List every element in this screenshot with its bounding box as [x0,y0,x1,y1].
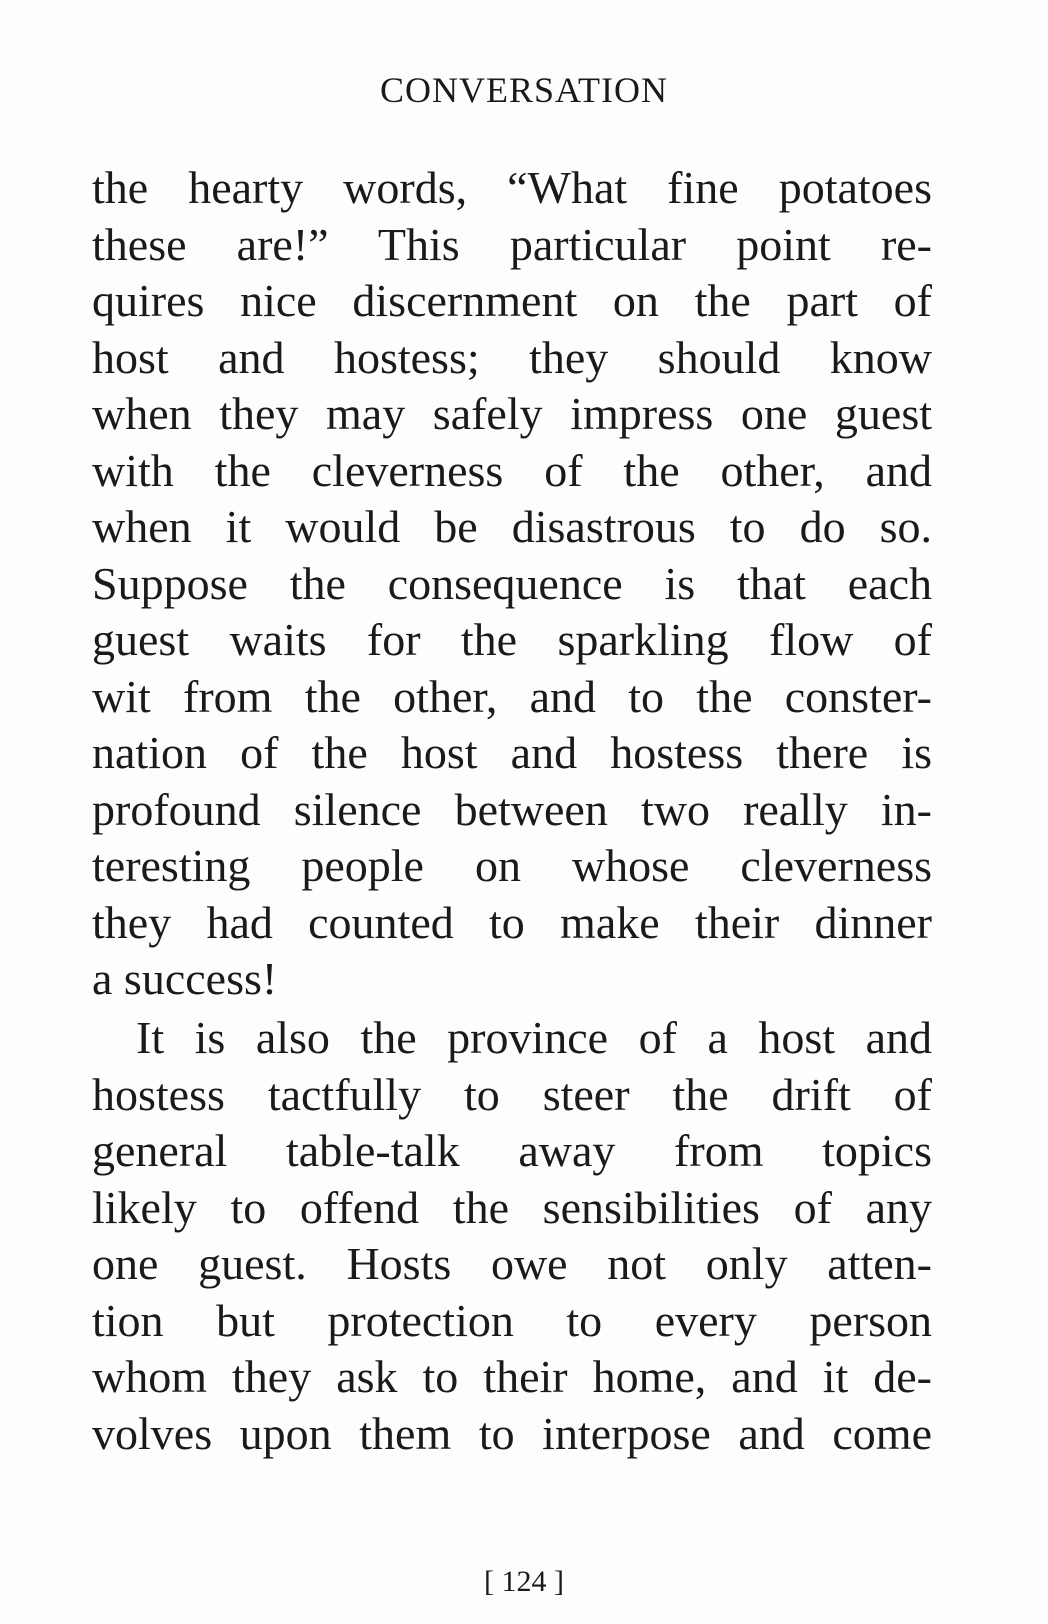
text-line: likely to offend the sensibilities of any [92,1181,932,1233]
text-line: volves upon them to interpose and come [92,1407,932,1459]
text-line: wit from the other, and to the conster- [92,670,932,722]
text-line: teresting people on whose cleverness [92,840,932,891]
text-line: host and hostess; they should know [92,331,932,383]
text-line: these are!” This particular point re- [92,218,932,270]
text-line: general table-talk away from topics [92,1125,932,1176]
text-line: hostess tactfully to steer the drift of [92,1068,932,1120]
text-line: when they may safely impress one guest [92,388,932,439]
text-line: with the cleverness of the other, and [92,444,932,496]
page-number: [ 124 ] [484,1565,564,1598]
text-line: It is also the province of a host and [136,1012,932,1063]
text-line: they had counted to make their dinner [92,896,932,948]
text-line: tion but protection to every person [92,1294,932,1346]
text-line: profound silence between two really in- [92,783,932,835]
running-head: CONVERSATION [379,70,668,110]
text-line: quires nice discernment on the part of [92,275,932,326]
text-line: nation of the host and hostess there is [92,727,932,778]
paragraph-2 [92,1010,932,1462]
text-line: guest waits for the sparkling flow of [92,614,932,665]
text-line: when it would be disastrous to do so. [92,501,932,552]
text-line: the hearty words, “What fine potatoes [92,162,932,213]
paragraph-1 [92,160,932,1008]
text-line: whom they ask to their home, and it de- [92,1351,932,1402]
text-line: a success! [92,953,278,1004]
text-line: Suppose the consequence is that each [92,557,932,609]
text-line: one guest. Hosts owe not only atten- [92,1238,932,1289]
